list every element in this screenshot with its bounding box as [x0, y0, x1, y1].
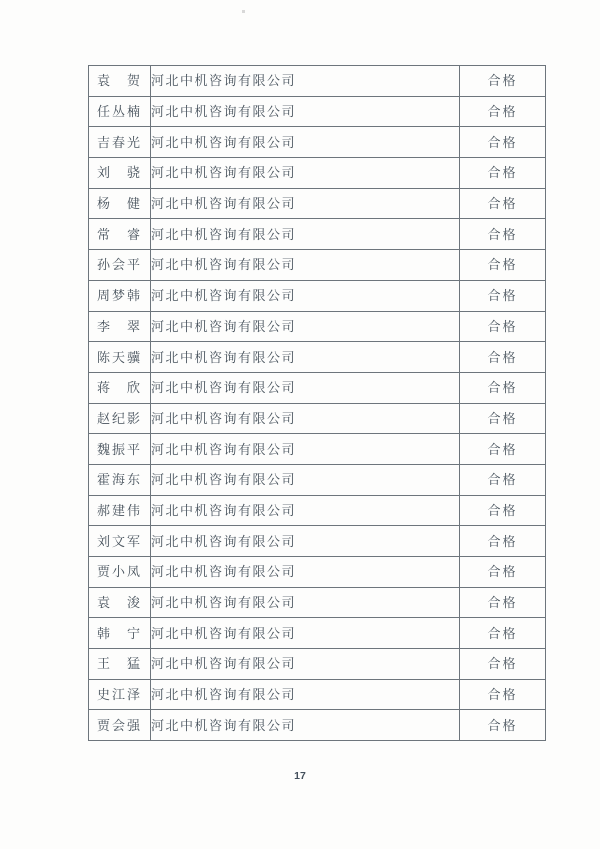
company-name-cell: 河北中机咨询有限公司	[151, 311, 460, 342]
company-name-cell: 河北中机咨询有限公司	[151, 342, 460, 373]
qualification-roster-table	[88, 65, 546, 741]
table-row	[89, 403, 546, 434]
result-status-cell: 合格	[460, 710, 546, 741]
result-status-cell: 合格	[460, 188, 546, 219]
result-status-cell: 合格	[460, 66, 546, 97]
table-row	[89, 372, 546, 403]
result-status-cell: 合格	[460, 219, 546, 250]
result-status-cell: 合格	[460, 557, 546, 588]
person-name-cell: 吉春光	[89, 127, 151, 158]
company-name-cell: 河北中机咨询有限公司	[151, 587, 460, 618]
person-name-cell: 陈天骥	[89, 342, 151, 373]
table-row	[89, 219, 546, 250]
person-name-cell: 霍海东	[89, 464, 151, 495]
table-row	[89, 526, 546, 557]
result-status-cell: 合格	[460, 587, 546, 618]
company-name-cell: 河北中机咨询有限公司	[151, 557, 460, 588]
table-row	[89, 710, 546, 741]
person-name-cell: 魏振平	[89, 434, 151, 465]
company-name-cell: 河北中机咨询有限公司	[151, 495, 460, 526]
table-row	[89, 464, 546, 495]
table-row	[89, 66, 546, 97]
result-status-cell: 合格	[460, 280, 546, 311]
table-row	[89, 679, 546, 710]
person-name-cell: 王 猛	[89, 649, 151, 680]
company-name-cell: 河北中机咨询有限公司	[151, 372, 460, 403]
person-name-cell: 史江泽	[89, 679, 151, 710]
person-name-cell: 贾小凤	[89, 557, 151, 588]
person-name-cell: 郝建伟	[89, 495, 151, 526]
person-name-cell: 任丛楠	[89, 96, 151, 127]
table-row	[89, 311, 546, 342]
table-row	[89, 649, 546, 680]
table-row	[89, 158, 546, 189]
person-name-cell: 刘文军	[89, 526, 151, 557]
company-name-cell: 河北中机咨询有限公司	[151, 403, 460, 434]
table-row	[89, 280, 546, 311]
result-status-cell: 合格	[460, 526, 546, 557]
table-row	[89, 557, 546, 588]
table-row	[89, 342, 546, 373]
result-status-cell: 合格	[460, 649, 546, 680]
company-name-cell: 河北中机咨询有限公司	[151, 188, 460, 219]
result-status-cell: 合格	[460, 679, 546, 710]
result-status-cell: 合格	[460, 127, 546, 158]
person-name-cell: 袁 贺	[89, 66, 151, 97]
result-status-cell: 合格	[460, 434, 546, 465]
company-name-cell: 河北中机咨询有限公司	[151, 526, 460, 557]
company-name-cell: 河北中机咨询有限公司	[151, 280, 460, 311]
table-row	[89, 188, 546, 219]
table-row	[89, 495, 546, 526]
company-name-cell: 河北中机咨询有限公司	[151, 649, 460, 680]
company-name-cell: 河北中机咨询有限公司	[151, 679, 460, 710]
page-number: 17	[294, 770, 306, 782]
table-row	[89, 618, 546, 649]
person-name-cell: 孙会平	[89, 250, 151, 281]
company-name-cell: 河北中机咨询有限公司	[151, 710, 460, 741]
result-status-cell: 合格	[460, 250, 546, 281]
company-name-cell: 河北中机咨询有限公司	[151, 158, 460, 189]
person-name-cell: 蒋 欣	[89, 372, 151, 403]
person-name-cell: 周梦韩	[89, 280, 151, 311]
person-name-cell: 赵纪影	[89, 403, 151, 434]
result-status-cell: 合格	[460, 464, 546, 495]
company-name-cell: 河北中机咨询有限公司	[151, 66, 460, 97]
person-name-cell: 李 翠	[89, 311, 151, 342]
qualification-roster-body	[89, 66, 546, 741]
result-status-cell: 合格	[460, 618, 546, 649]
table-row	[89, 250, 546, 281]
company-name-cell: 河北中机咨询有限公司	[151, 127, 460, 158]
company-name-cell: 河北中机咨询有限公司	[151, 219, 460, 250]
person-name-cell: 袁 浚	[89, 587, 151, 618]
person-name-cell: 刘 骁	[89, 158, 151, 189]
result-status-cell: 合格	[460, 96, 546, 127]
result-status-cell: 合格	[460, 495, 546, 526]
table-row	[89, 127, 546, 158]
company-name-cell: 河北中机咨询有限公司	[151, 434, 460, 465]
table-row	[89, 96, 546, 127]
person-name-cell: 韩 宁	[89, 618, 151, 649]
result-status-cell: 合格	[460, 342, 546, 373]
company-name-cell: 河北中机咨询有限公司	[151, 464, 460, 495]
person-name-cell: 贾会强	[89, 710, 151, 741]
company-name-cell: 河北中机咨询有限公司	[151, 96, 460, 127]
result-status-cell: 合格	[460, 403, 546, 434]
person-name-cell: 常 睿	[89, 219, 151, 250]
scan-artifact	[242, 10, 245, 13]
result-status-cell: 合格	[460, 311, 546, 342]
person-name-cell: 杨 健	[89, 188, 151, 219]
result-status-cell: 合格	[460, 158, 546, 189]
table-row	[89, 434, 546, 465]
company-name-cell: 河北中机咨询有限公司	[151, 618, 460, 649]
result-status-cell: 合格	[460, 372, 546, 403]
table-row	[89, 587, 546, 618]
company-name-cell: 河北中机咨询有限公司	[151, 250, 460, 281]
